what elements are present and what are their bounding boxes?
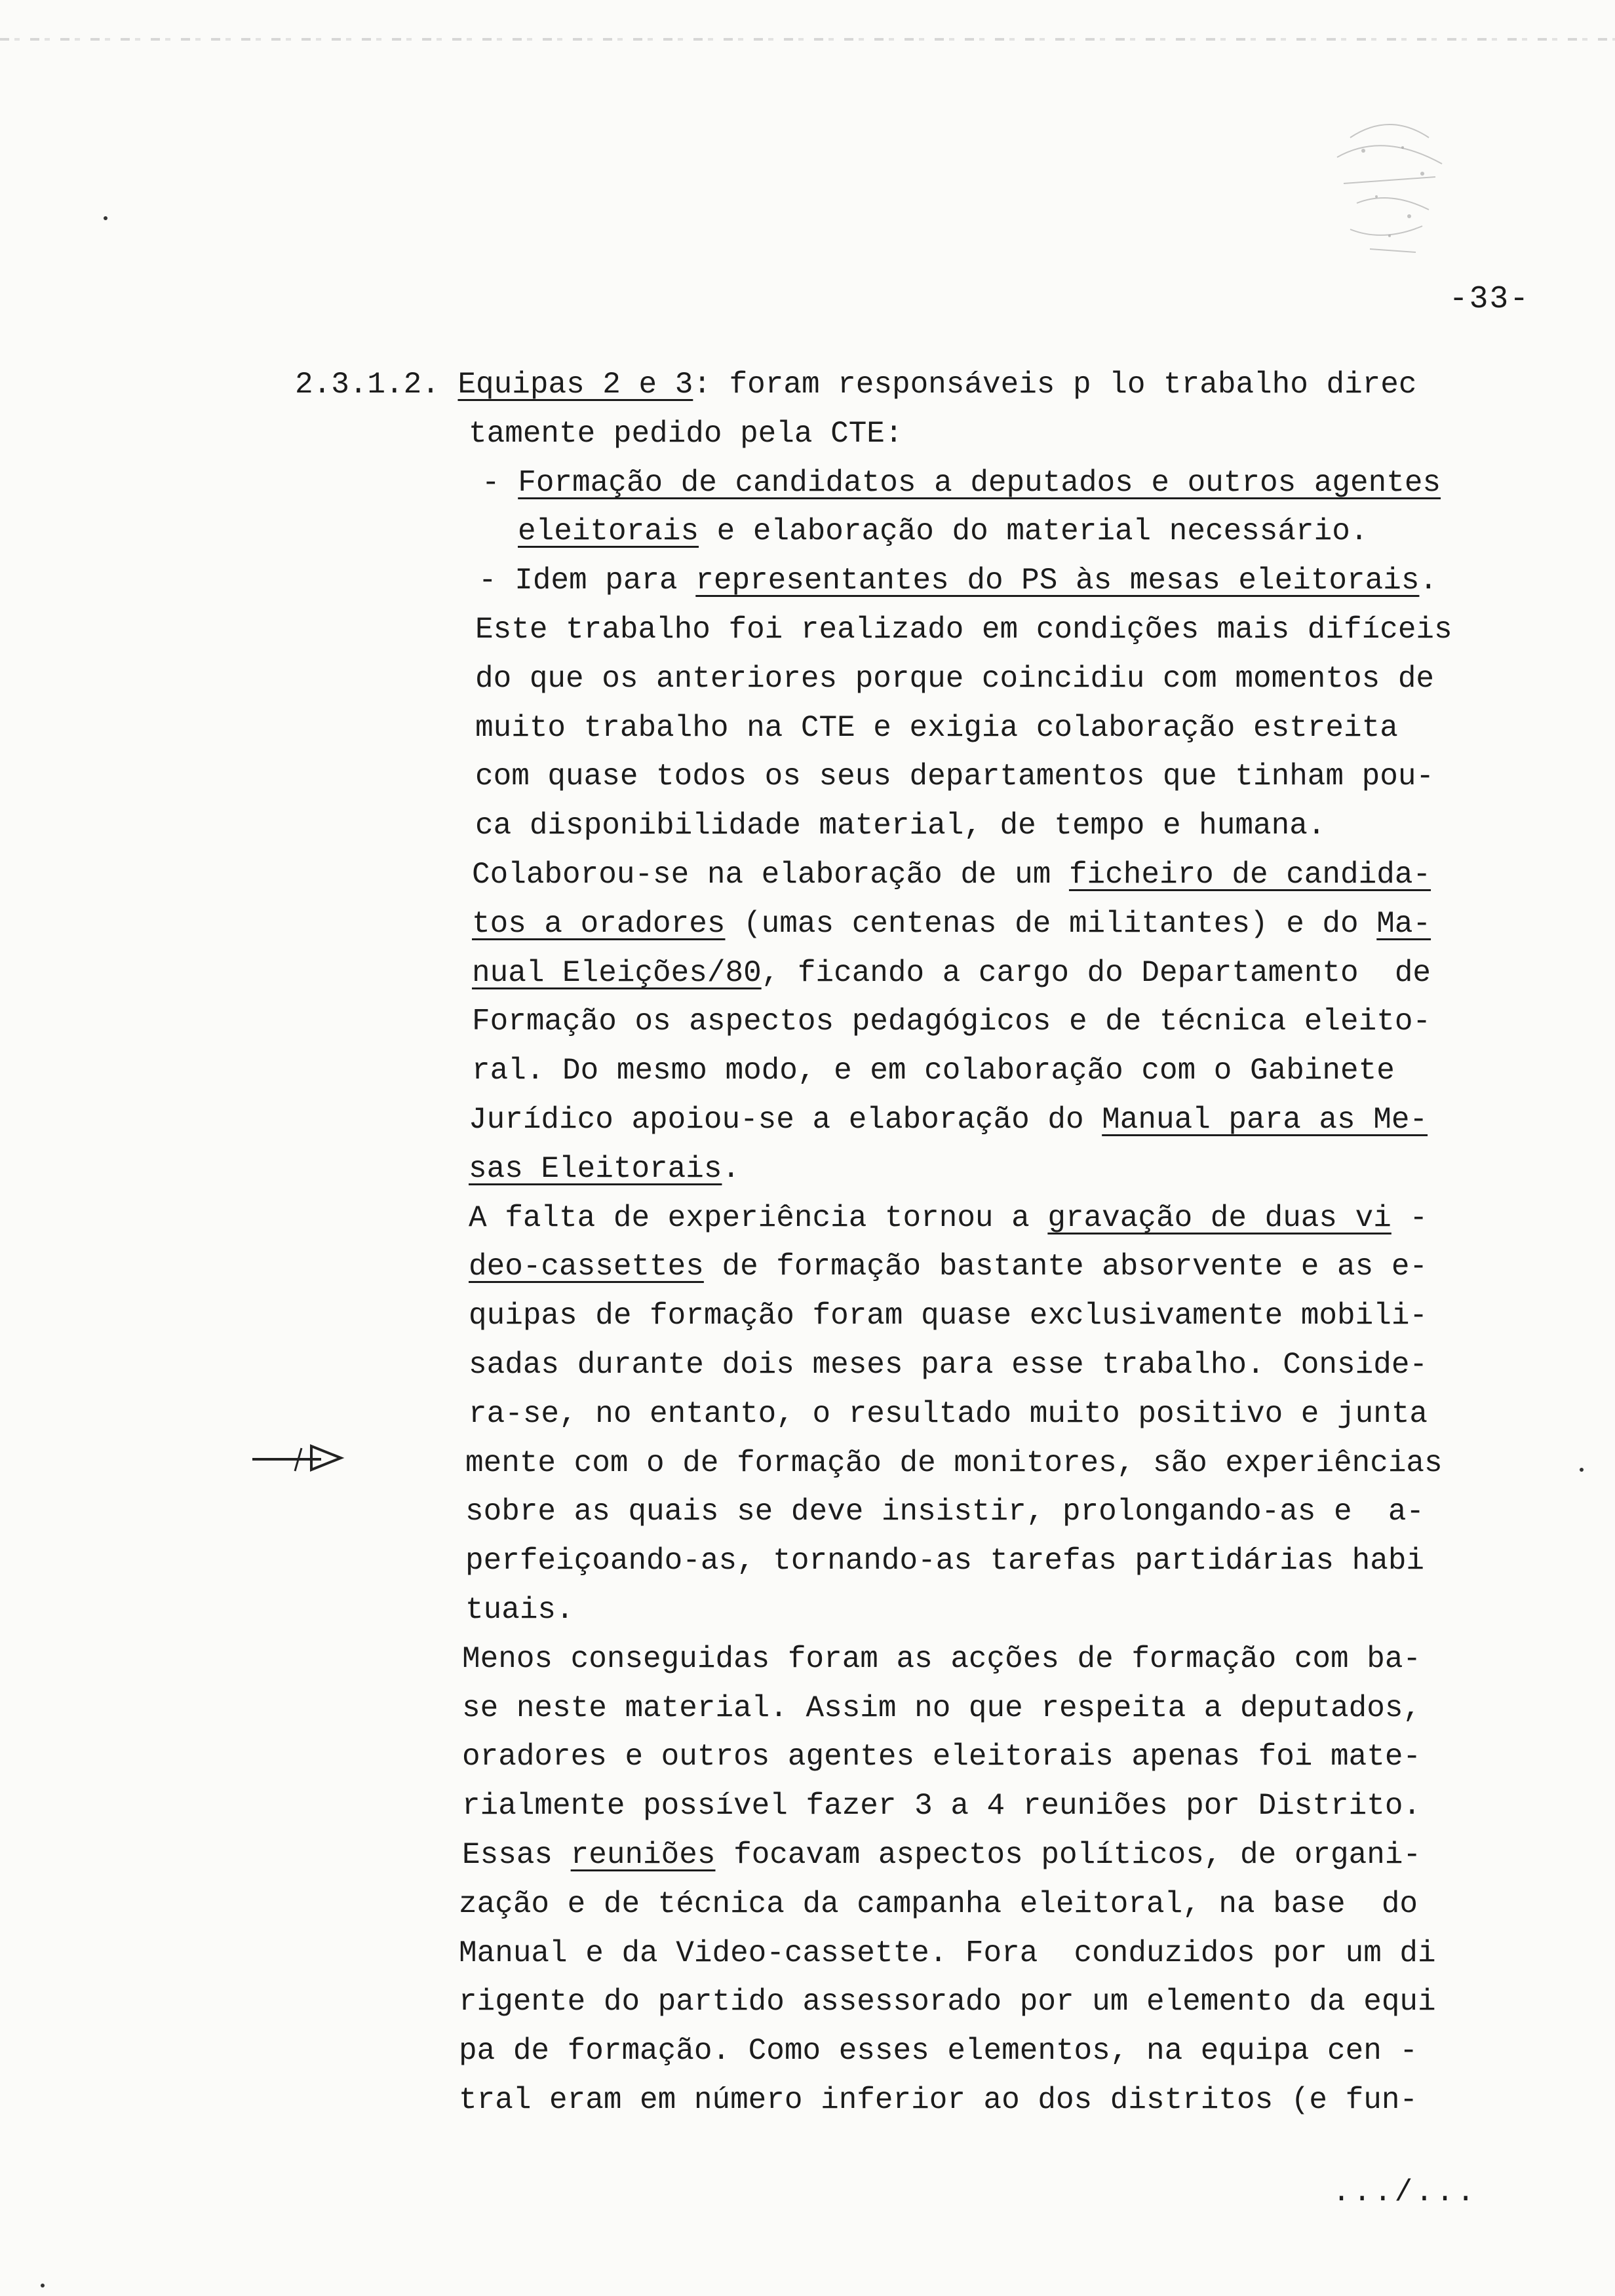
text-run: zação e de técnica da campanha eleitoral, na base do [459, 1886, 1418, 1921]
text-line [295, 507, 1553, 556]
text-run: rigente do partido assessorado por um elemento da equi [459, 1985, 1436, 2019]
text-run: . [1419, 564, 1438, 598]
handwritten-arrow-mark [249, 1438, 354, 1478]
faint-stamp-mark [1311, 111, 1468, 275]
text-line [295, 1242, 1553, 1292]
underlined-text-run: ficheiro de candida- [1068, 857, 1431, 892]
text-line [295, 1096, 1553, 1145]
underlined-text-run: tos a oradores [472, 906, 726, 941]
text-line [295, 1929, 1553, 1978]
underlined-text-run: Manual para as Me- [1102, 1102, 1428, 1137]
text-run: e elaboração do material necessário. [699, 514, 1369, 549]
underlined-text-run: nual Eleições/80 [472, 955, 762, 990]
text-line [295, 2076, 1553, 2125]
text-run: tuais. [465, 1592, 574, 1627]
text-run: A falta de experiência tornou a [469, 1200, 1048, 1235]
text-run: focavam aspectos políticos, de organi- [715, 1837, 1422, 1872]
text-line [295, 1978, 1553, 2027]
text-line [295, 655, 1553, 704]
text-run: (umas centenas de militantes) e do [725, 906, 1377, 941]
text-line [295, 801, 1553, 851]
text-run: de formação bastante absorvente e as e- [703, 1250, 1428, 1284]
text-run: - [482, 465, 518, 500]
text-line [295, 1292, 1553, 1341]
text-run: perfeiçoando-as, tornando-as tarefas partidárias habi [465, 1544, 1425, 1578]
text-run: quipas de formação foram quase exclusivamente mobili- [469, 1299, 1428, 1333]
text-run: mente com o de formação de monitores, são experiências [465, 1445, 1443, 1480]
text-run: Formação os aspectos pedagógicos e de técnica eleito- [472, 1004, 1431, 1039]
text-run: ra-se, no entanto, o resultado muito positivo e junta [469, 1396, 1428, 1431]
text-line [295, 1145, 1553, 1194]
text-line [295, 1341, 1553, 1390]
text-run: ral. Do mesmo modo, e em colaboração com o Gabinete [472, 1054, 1395, 1088]
text-run: Menos conseguidas foram as acções de formação com ba- [462, 1641, 1422, 1676]
text-run: tral eram em número inferior ao dos distritos (e fun- [459, 2082, 1418, 2117]
underlined-text-run: eleitorais [518, 514, 699, 549]
text-run: sobre as quais se deve insistir, prolongando-as e a- [465, 1495, 1425, 1529]
page-number: -33- [1449, 282, 1530, 317]
text-line [295, 1635, 1553, 1684]
underlined-text-run: Equipas 2 e 3 [457, 368, 693, 402]
text-run: Jurídico apoiou-se a elaboração do [469, 1102, 1102, 1137]
underlined-text-run: Formação de candidatos a deputados e outros agentes [518, 465, 1441, 500]
text-run: se neste material. Assim no que respeita a deputados, [462, 1691, 1422, 1725]
text-run: com quase todos os seus departamentos que tinham pou- [475, 759, 1435, 794]
text-run: Manual e da Video-cassette. Fora conduzidos por um di [459, 1936, 1436, 1970]
underlined-text-run: gravação de duas vi [1047, 1200, 1391, 1235]
text-run: - [1391, 1200, 1428, 1235]
text-line [295, 605, 1553, 655]
text-run: 2.3.1.2. [295, 368, 458, 402]
text-line [295, 1586, 1553, 1635]
text-line [295, 1487, 1553, 1537]
text-line [295, 851, 1553, 900]
text-run: sadas durante dois meses para esse trabalho. Conside- [469, 1347, 1428, 1382]
text-line [295, 1880, 1553, 1929]
underlined-text-run: representantes do PS às mesas eleitorais [695, 564, 1420, 598]
underlined-text-run: reuniões [570, 1837, 716, 1872]
text-run: ca disponibilidade material, de tempo e humana. [475, 809, 1326, 843]
text-run: , ficando a cargo do Departamento de [761, 955, 1431, 990]
text-run: Essas [462, 1837, 571, 1872]
text-line [295, 2027, 1553, 2076]
underlined-text-run: Ma- [1376, 906, 1431, 941]
text-run: pa de formação. Como esses elementos, na equipa cen - [459, 2034, 1418, 2069]
text-line [295, 1390, 1553, 1439]
text-line [295, 1046, 1553, 1096]
continuation-mark: .../... [1332, 2175, 1477, 2210]
text-line [295, 1782, 1553, 1831]
text-run: - Idem para [478, 564, 696, 598]
scan-speck [104, 216, 107, 220]
text-line [295, 1537, 1553, 1586]
text-line [295, 459, 1553, 508]
text-line [295, 410, 1553, 459]
text-line [295, 949, 1553, 998]
text-line [295, 1439, 1553, 1488]
scan-speck [1580, 1468, 1584, 1472]
text-run: : foram responsáveis p lo trabalho direc [693, 368, 1417, 402]
text-run: rialmente possível fazer 3 a 4 reuniões por Distrito. [462, 1789, 1422, 1824]
text-run: . [722, 1151, 741, 1186]
text-line [295, 556, 1553, 605]
text-run: oradores e outros agentes eleitorais apenas foi mate- [462, 1740, 1422, 1774]
text-run: Este trabalho foi realizado em condições mais difíceis [475, 612, 1452, 647]
document-body [295, 360, 1553, 2125]
text-line [295, 1194, 1553, 1243]
text-line [295, 1732, 1553, 1782]
text-run: Colaborou-se na elaboração de um [472, 857, 1069, 892]
scan-top-edge [0, 38, 1615, 41]
text-run: muito trabalho na CTE e exigia colaboração estreita [475, 710, 1398, 745]
text-line [295, 360, 1553, 410]
scan-speck [41, 2284, 45, 2287]
text-line [295, 704, 1553, 753]
underlined-text-run: sas Eleitorais [469, 1151, 722, 1186]
underlined-text-run: deo-cassettes [469, 1250, 704, 1284]
text-run: do que os anteriores porque coincidiu com momentos de [475, 661, 1435, 696]
text-line [295, 752, 1553, 801]
text-line [295, 997, 1553, 1046]
text-line [295, 1831, 1553, 1880]
text-line [295, 900, 1553, 949]
text-line [295, 1684, 1553, 1733]
text-run: tamente pedido pela CTE: [469, 416, 903, 451]
